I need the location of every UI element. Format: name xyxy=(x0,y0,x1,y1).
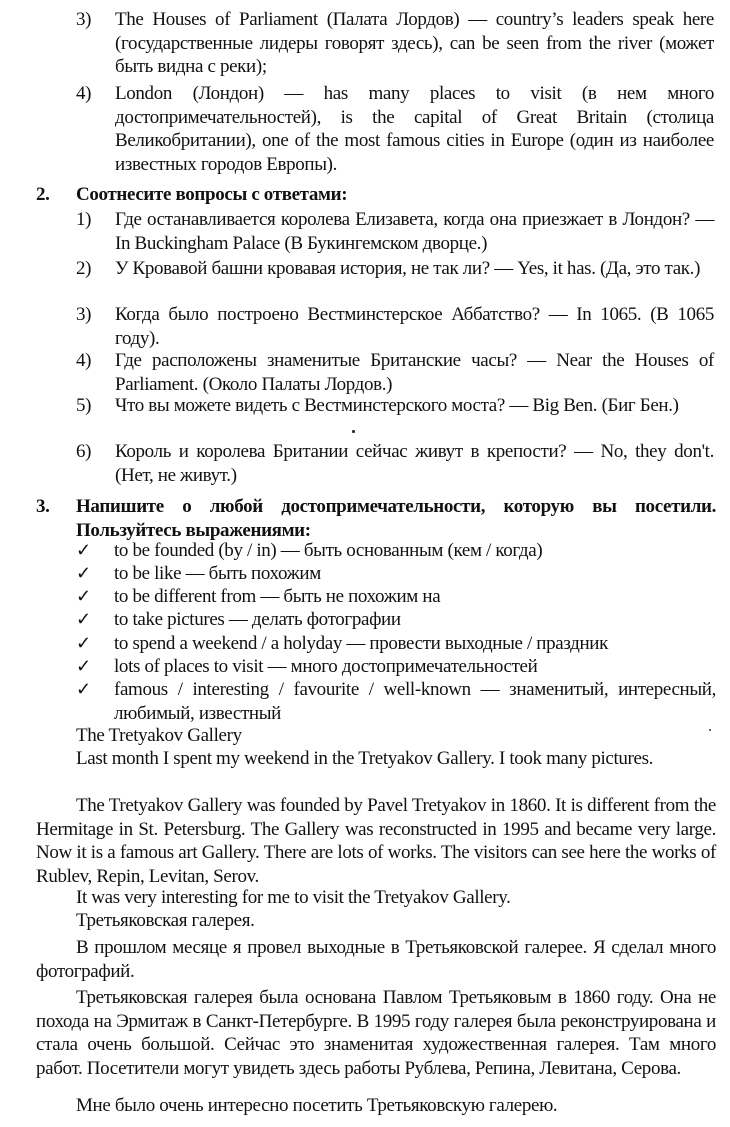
list-item xyxy=(76,82,714,176)
item-text: Где останавливается королева Елизавета, когда она приезжает в Лондон? — In Buckingham Palace (В Букингемском дворце.) xyxy=(115,209,714,254)
phrase-item xyxy=(76,562,716,586)
item-number: 6) xyxy=(76,441,92,462)
phrase-text: to be founded (by / in) — быть основанным (кем / когда) xyxy=(114,540,543,561)
list-item xyxy=(76,257,714,281)
scan-speck xyxy=(709,729,711,731)
item-number: 2) xyxy=(76,258,92,279)
phrase-item xyxy=(76,608,716,632)
list-item xyxy=(76,8,714,79)
phrase-text: to be like — быть похожим xyxy=(114,563,321,584)
phrase-item xyxy=(76,678,716,725)
list-item xyxy=(76,394,714,418)
phrase-text: to be different from — быть не похожим на xyxy=(114,586,441,607)
phrase-item xyxy=(76,539,716,563)
phrase-item xyxy=(76,585,716,609)
essay-title-en: The Tretyakov Gallery xyxy=(76,725,242,746)
checkmark-icon: ✓ xyxy=(76,540,91,560)
checkmark-icon: ✓ xyxy=(76,633,91,653)
checkmark-icon: ✓ xyxy=(76,586,91,606)
item-number: 4) xyxy=(76,83,92,104)
checkmark-icon: ✓ xyxy=(76,679,91,699)
item-number: 4) xyxy=(76,350,92,371)
task-heading xyxy=(36,183,716,207)
item-number: 5) xyxy=(76,395,92,416)
phrase-text: lots of places to visit — много достопримечательностей xyxy=(114,656,538,677)
task-heading xyxy=(36,495,716,542)
task-title: Соотнесите вопросы с ответами: xyxy=(76,184,348,205)
scan-speck xyxy=(352,430,355,433)
checkmark-icon: ✓ xyxy=(76,563,91,583)
phrase-item xyxy=(76,655,716,679)
item-number: 3) xyxy=(76,304,92,325)
essay-paragraph: В прошлом месяце я провел выходные в Третьяковской галерее. Я сделал много фотографий. xyxy=(36,937,716,982)
phrase-text: to take pictures — делать фотографии xyxy=(114,609,401,630)
task-title: Напишите о любой достопримечательности, которую вы посетили. Пользуйтесь выражениями: xyxy=(76,496,716,541)
phrase-text: to spend a weekend / a holyday — провести выходные / праздник xyxy=(114,633,608,654)
essay-paragraph: Мне было очень интересно посетить Третьяковскую галерею. xyxy=(76,1095,558,1116)
checkmark-icon: ✓ xyxy=(76,656,91,676)
essay-title-ru: Третьяковская галерея. xyxy=(76,910,255,931)
item-text: Король и королева Британии сейчас живут в крепости? — No, they don't. (Нет, не живут.) xyxy=(115,441,714,486)
list-item xyxy=(76,303,714,350)
list-item xyxy=(76,349,714,396)
item-text: The Houses of Parliament (Палата Лордов) — country’s leaders speak here (государственные лидеры говорят здесь), can be seen from the river (может быть видна с реки); xyxy=(115,9,714,77)
item-text: Что вы можете видеть с Вестминстерского моста? — Big Ben. (Биг Бен.) xyxy=(115,395,679,416)
phrase-item xyxy=(76,632,716,656)
essay-paragraph: Last month I spent my weekend in the Tretyakov Gallery. I took many pictures. xyxy=(76,748,654,769)
list-item xyxy=(76,208,714,255)
item-number: 1) xyxy=(76,209,92,230)
essay-paragraph: Третьяковская галерея была основана Павлом Третьяковым в 1860 году. Она не похода на Эрмитаж в Санкт-Петербурге. В 1995 году галерея была реконструирована и стала очень большой. Сейчас это знаменитая художественная галерея. Там много работ. Посетители могут увидеть здесь работы Рублева, Репина, Левитана, Серова. xyxy=(36,987,716,1079)
item-text: Когда было построено Вестминстерское Аббатство? — In 1065. (В 1065 году). xyxy=(115,304,714,349)
essay-paragraph: It was very interesting for me to visit the Tretyakov Gallery. xyxy=(76,887,511,908)
item-text: London (Лондон) — has many places to visit (в нем много достопримечательностей), is the capital of Great Britain (столица Великобритании), one of the most famous cities in Europe (один из наиболее известных городов Европы). xyxy=(115,83,714,175)
item-number: 3) xyxy=(76,9,92,30)
task-number: 2. xyxy=(36,184,50,205)
item-text: Где расположены знаменитые Британские часы? — Near the Houses of Parliament. (Около Палаты Лордов.) xyxy=(115,350,714,395)
checkmark-icon: ✓ xyxy=(76,609,91,629)
phrase-text: famous / interesting / favourite / well-known — знаменитый, интересный, любимый, известный xyxy=(114,679,716,724)
essay-paragraph: The Tretyakov Gallery was founded by Pavel Tretyakov in 1860. It is different from the Hermitage in St. Petersburg. The Gallery was reconstructed in 1995 and became very large. Now it is a famous art Gallery. There are lots of works. The visitors can see here the works of Rublev, Repin, Levitan, Serov. xyxy=(36,795,716,887)
item-text: У Кровавой башни кровавая история, не так ли? — Yes, it has. (Да, это так.) xyxy=(115,258,701,279)
list-item xyxy=(76,440,714,487)
task-number: 3. xyxy=(36,496,50,517)
